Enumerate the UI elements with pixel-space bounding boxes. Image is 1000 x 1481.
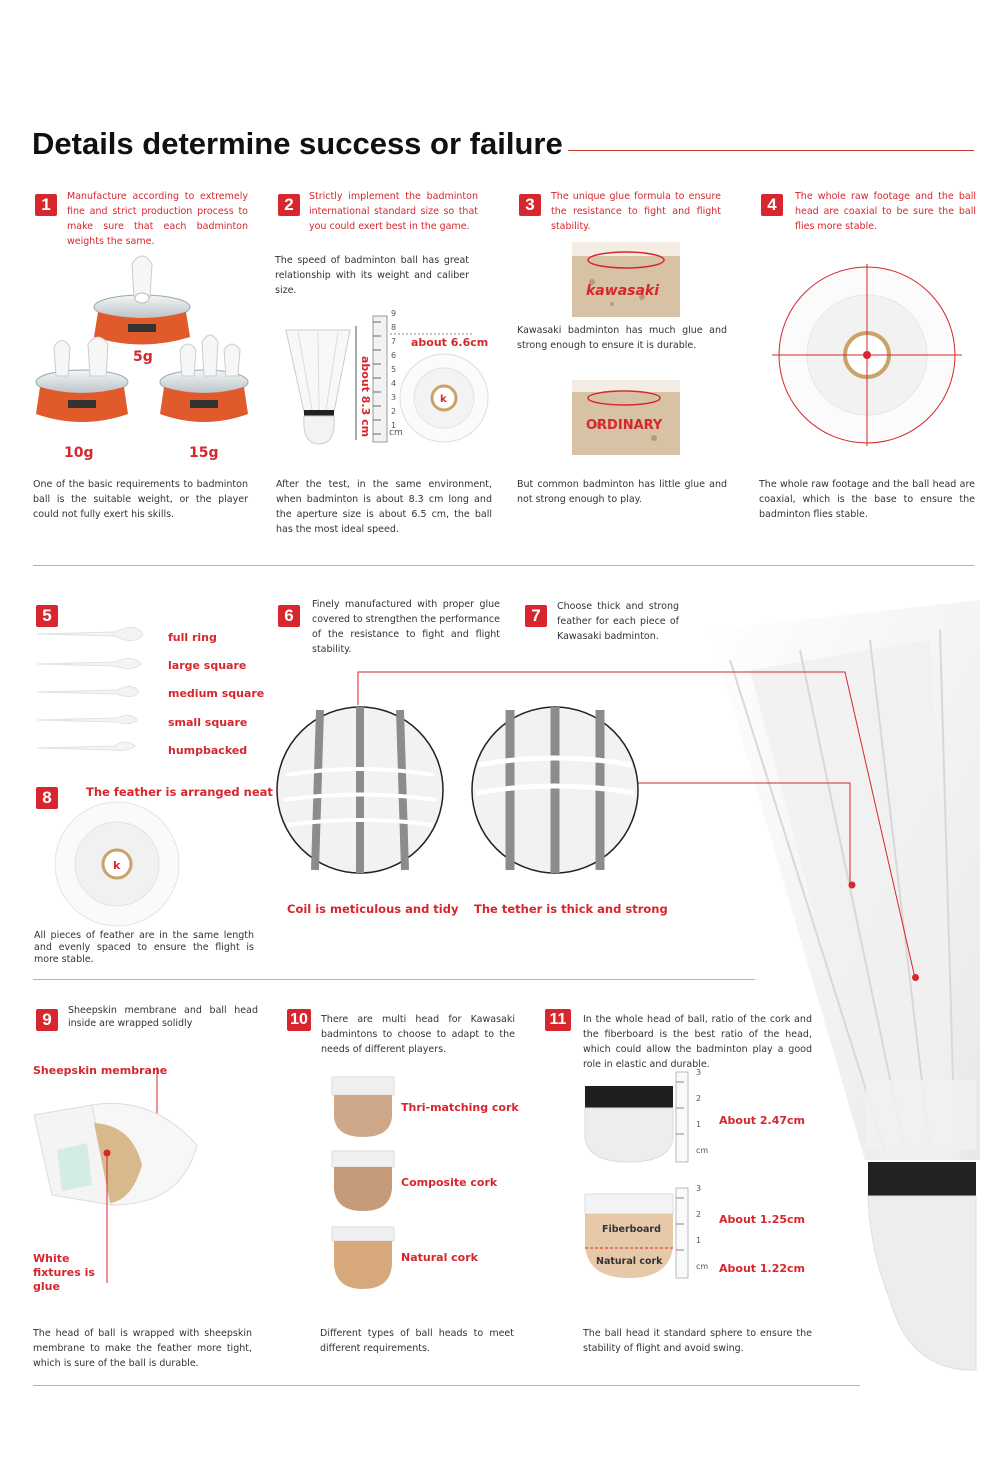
section-11-badge: 11 bbox=[545, 1009, 571, 1031]
svg-text:k: k bbox=[440, 394, 447, 405]
cork-ratio-image bbox=[580, 1068, 710, 1288]
divider-2 bbox=[33, 979, 755, 980]
section-4-description: The whole raw footage and the ball head are coaxial, which is the base to ensure the badminton flies stable. bbox=[759, 479, 975, 520]
arranged-feathers-image bbox=[52, 800, 182, 930]
feather-type-label: full ring bbox=[168, 631, 217, 644]
ruler-tick-label: 3 bbox=[696, 1184, 702, 1193]
size-diagram bbox=[272, 312, 492, 447]
kawasaki-glue-caption: Kawasaki badminton has much glue and strong enough to ensure it is durable. bbox=[517, 325, 727, 351]
measure-label: About 2.47cm bbox=[719, 1114, 805, 1127]
section-1-intro: Manufacture according to extremely fine and strict production process to make sure that each badminton weights the same. bbox=[67, 191, 248, 247]
kawasaki-cork-image bbox=[572, 242, 680, 317]
ruler-tick-label: 8 bbox=[391, 323, 397, 332]
coil-closeup-image bbox=[275, 705, 445, 875]
natural-cork-label: Natural cork bbox=[596, 1256, 663, 1267]
feather-type-label: small square bbox=[168, 716, 248, 729]
section-7-intro: Choose thick and strong feather for each piece of Kawasaki badminton. bbox=[557, 601, 679, 642]
section-8-badge: 8 bbox=[36, 787, 58, 809]
ruler-tick-label: 2 bbox=[391, 407, 397, 416]
coil-caption: Coil is meticulous and tidy bbox=[287, 902, 459, 916]
feather-type-label: humpbacked bbox=[168, 744, 248, 757]
measure-label: About 1.25cm bbox=[719, 1213, 805, 1226]
ruler-tick-label: 5 bbox=[391, 365, 397, 374]
cork-type-label: Natural cork bbox=[401, 1251, 478, 1264]
section-4-intro: The whole raw footage and the ball head are coaxial to be sure the ball flies more stable. bbox=[795, 191, 976, 232]
section-7-badge: 7 bbox=[525, 605, 547, 627]
divider-1 bbox=[33, 565, 974, 566]
ruler-tick-label: 9 bbox=[391, 309, 397, 318]
tether-closeup-image bbox=[470, 705, 640, 875]
scale-15g bbox=[160, 335, 248, 422]
ruler-tick-label: 7 bbox=[391, 337, 397, 346]
scale-5g bbox=[94, 256, 190, 345]
ordinary-text: ORDINARY bbox=[586, 418, 663, 433]
shuttle-side-view bbox=[286, 330, 350, 444]
ruler-tick-label: 1 bbox=[696, 1120, 702, 1129]
page-title: Details determine success or failure bbox=[32, 126, 563, 161]
tether-pointer-dot bbox=[912, 974, 919, 981]
white-glue-label: White fixtures is glue bbox=[33, 1252, 95, 1293]
weight-5g-label: 5g bbox=[133, 349, 153, 365]
shuttle-top-view bbox=[400, 354, 488, 442]
diameter-label: about 6.6cm bbox=[411, 336, 489, 349]
ruler-tick-label: 3 bbox=[696, 1068, 702, 1077]
svg-text:k: k bbox=[113, 859, 121, 872]
ruler-tick-label: 4 bbox=[391, 379, 397, 388]
cork-type-label: Thri-matching cork bbox=[401, 1101, 519, 1114]
section-11-intro: In the whole head of ball, ratio of the cork and the fiberboard is the best ratio of the head, which could allow the badminton play a good role in elastic and durable. bbox=[583, 1014, 812, 1070]
section-6-intro: Finely manufactured with proper glue covered to strengthen the performance of the resistance to fight and flight stability. bbox=[312, 599, 501, 655]
ruler-tick-label: cm bbox=[696, 1262, 709, 1271]
feather-type-label: medium square bbox=[168, 687, 265, 700]
kawasaki-brand-text: kawasaki bbox=[586, 283, 660, 299]
feather-shapes-illustration bbox=[35, 620, 155, 760]
weight-10g-label: 10g bbox=[64, 445, 94, 461]
section-9-description: The head of ball is wrapped with sheepskin membrane to make the feather more tight, which is sure of the ball is durable. bbox=[33, 1328, 252, 1369]
divider-3 bbox=[33, 1385, 860, 1386]
section-10-intro: There are multi head for Kawasaki badmintons to choose to adapt to the needs of different players. bbox=[321, 1014, 515, 1055]
section-10-description: Different types of ball heads to meet different requirements. bbox=[320, 1328, 514, 1354]
section-5-badge: 5 bbox=[36, 605, 58, 627]
section-6-badge: 6 bbox=[278, 605, 300, 627]
section-9-badge: 9 bbox=[36, 1009, 58, 1031]
section-2-subtext: The speed of badminton ball has great relationship with its weight and caliber size. bbox=[275, 255, 469, 296]
scale-10g bbox=[36, 337, 128, 422]
section-1-description: One of the basic requirements to badminton ball is the suitable weight, or the player could not fully exert his skills. bbox=[33, 479, 248, 520]
ruler-unit: cm bbox=[389, 428, 403, 438]
ruler-tick-label: cm bbox=[696, 1146, 709, 1155]
measure-label: About 1.22cm bbox=[719, 1262, 805, 1275]
ruler-tick-label: 6 bbox=[391, 351, 397, 360]
section-2-intro: Strictly implement the badminton international standard size so that you could exert best in the game. bbox=[309, 191, 478, 232]
title-underline bbox=[568, 150, 974, 151]
section-3-description: But common badminton has little glue and not strong enough to play. bbox=[517, 479, 727, 505]
section-4-badge: 4 bbox=[761, 194, 783, 216]
section-11-description: The ball head it standard sphere to ensure the stability of flight and avoid swing. bbox=[583, 1328, 812, 1354]
section-2-badge: 2 bbox=[278, 194, 300, 216]
sheepskin-membrane-label: Sheepskin membrane bbox=[33, 1064, 168, 1077]
coaxial-diagram bbox=[772, 262, 962, 452]
length-label: about 8.3 cm bbox=[359, 356, 372, 438]
tether-caption: The tether is thick and strong bbox=[474, 902, 668, 916]
section-9-intro: Sheepskin membrane and ball head inside are wrapped solidly bbox=[68, 1005, 258, 1029]
ruler-tick-label: 2 bbox=[696, 1094, 702, 1103]
fiberboard-label: Fiberboard bbox=[602, 1224, 661, 1235]
weight-15g-label: 15g bbox=[189, 445, 219, 461]
ruler-tick-label: 3 bbox=[391, 393, 397, 402]
section-10-badge: 10 bbox=[287, 1009, 311, 1031]
section-3-badge: 3 bbox=[519, 194, 541, 216]
section-8-description: All pieces of feather are in the same length and evenly spaced to ensure the flight is more stable. bbox=[34, 930, 254, 965]
feather-type-label: large square bbox=[168, 659, 247, 672]
ruler-tick-label: 2 bbox=[696, 1210, 702, 1219]
ruler-tick-label: 1 bbox=[391, 421, 397, 430]
section-8-title: The feather is arranged neat bbox=[86, 785, 273, 799]
section-2-description: After the test, in the same environment, when badminton is about 8.3 cm long and the aperture size is about 6.5 cm, the ball has the most ideal speed. bbox=[276, 479, 492, 535]
section-3-intro: The unique glue formula to ensure the resistance to fight and flight stability. bbox=[551, 191, 721, 232]
cork-type-label: Composite cork bbox=[401, 1176, 498, 1189]
cork-types-image bbox=[330, 1075, 398, 1295]
ruler-tick-label: 1 bbox=[696, 1236, 702, 1245]
section-1-badge: 1 bbox=[35, 194, 57, 216]
